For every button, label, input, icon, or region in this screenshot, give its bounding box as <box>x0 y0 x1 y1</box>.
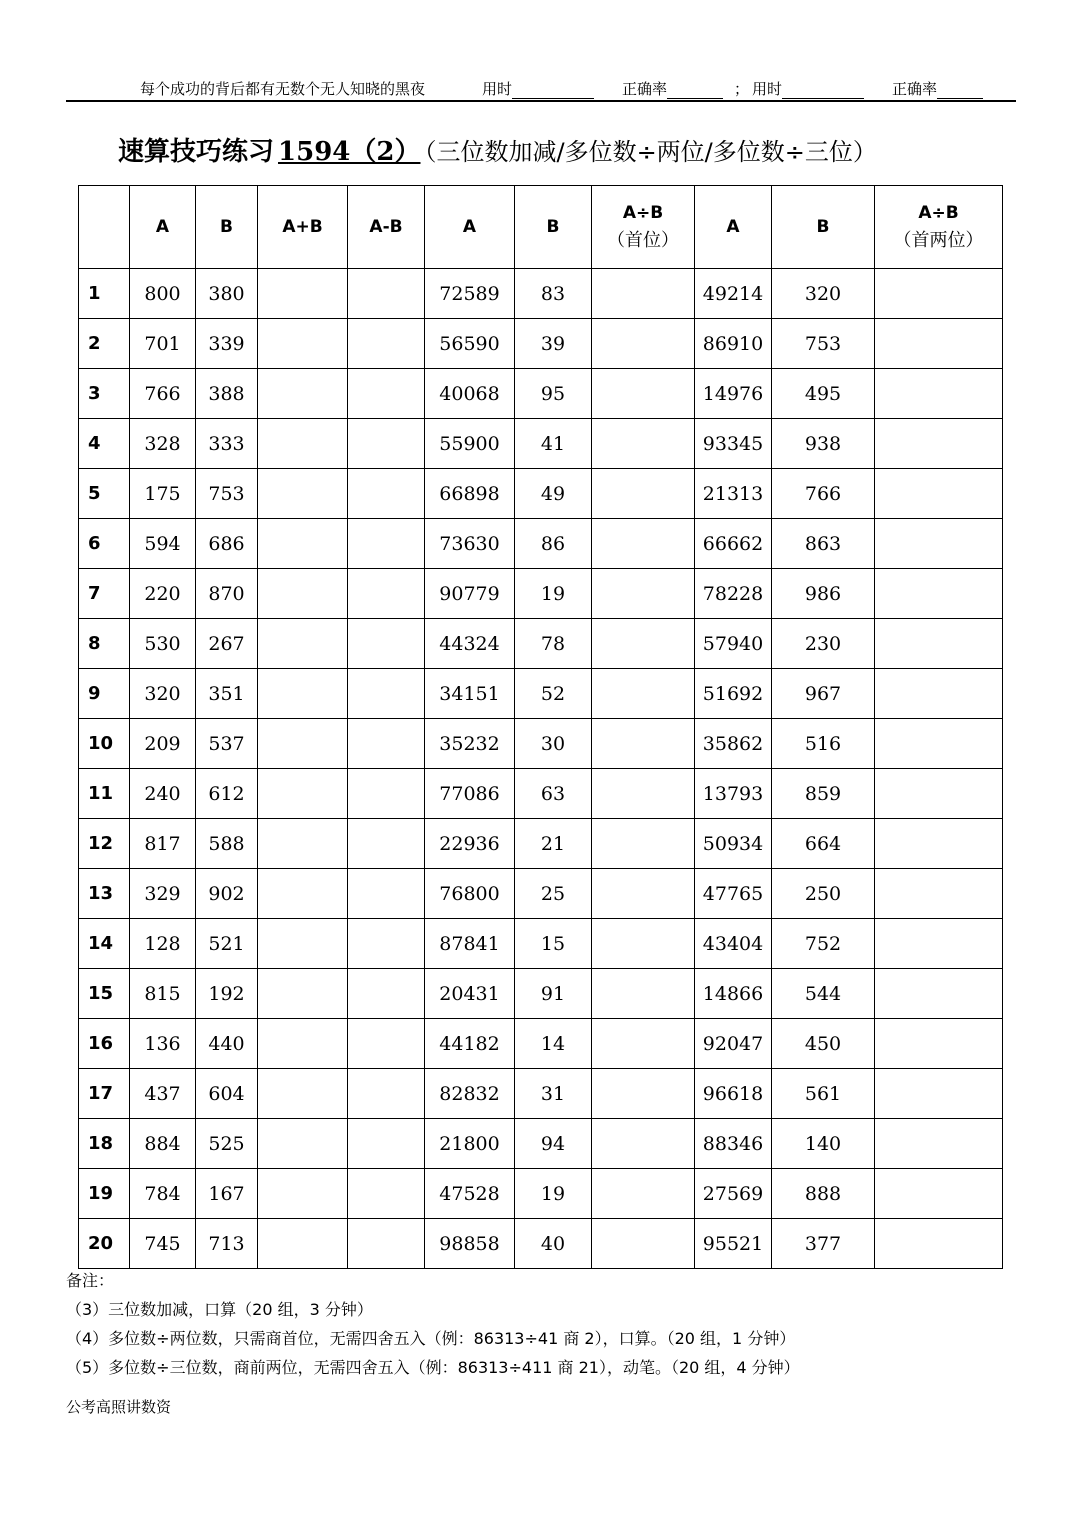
answer-div-first-two[interactable] <box>875 1119 1003 1169</box>
header-b-1: B <box>196 186 258 269</box>
table-row <box>79 569 1003 619</box>
answer-div-first[interactable] <box>592 469 695 519</box>
cell-b-1: 753 <box>196 469 258 519</box>
cell-a-2: 77086 <box>425 769 515 819</box>
cell-b-1: 521 <box>196 919 258 969</box>
answer-div-first-two[interactable] <box>875 319 1003 369</box>
table-header-row <box>79 186 1003 269</box>
cell-a-3: 14866 <box>695 969 772 1019</box>
table-row <box>79 669 1003 719</box>
answer-div-first[interactable] <box>592 669 695 719</box>
row-number: 18 <box>79 1119 130 1169</box>
header-div-first-two: A÷B （首两位） <box>875 186 1003 269</box>
notes-section <box>66 1266 800 1382</box>
answer-diff[interactable] <box>348 669 425 719</box>
cell-b-3: 377 <box>772 1219 875 1269</box>
answer-sum[interactable] <box>258 819 348 869</box>
answer-diff[interactable] <box>348 719 425 769</box>
table-row <box>79 719 1003 769</box>
row-number: 16 <box>79 1019 130 1069</box>
cell-b-1: 380 <box>196 269 258 319</box>
row-number: 13 <box>79 869 130 919</box>
cell-a-1: 815 <box>130 969 196 1019</box>
row-number: 5 <box>79 469 130 519</box>
answer-diff[interactable] <box>348 369 425 419</box>
answer-diff[interactable] <box>348 1219 425 1269</box>
answer-div-first-two[interactable] <box>875 1169 1003 1219</box>
cell-a-2: 34151 <box>425 669 515 719</box>
answer-diff[interactable] <box>348 919 425 969</box>
answer-div-first-two[interactable] <box>875 1069 1003 1119</box>
answer-div-first-two[interactable] <box>875 1219 1003 1269</box>
answer-diff[interactable] <box>348 769 425 819</box>
answer-div-first[interactable] <box>592 269 695 319</box>
answer-diff[interactable] <box>348 519 425 569</box>
row-number: 12 <box>79 819 130 869</box>
cell-a-2: 87841 <box>425 919 515 969</box>
cell-b-3: 766 <box>772 469 875 519</box>
cell-a-3: 50934 <box>695 819 772 869</box>
cell-b-3: 967 <box>772 669 875 719</box>
answer-diff[interactable] <box>348 469 425 519</box>
title-number: 1594（2） <box>278 137 421 167</box>
cell-b-2: 91 <box>515 969 592 1019</box>
answer-diff[interactable] <box>348 419 425 469</box>
cell-a-3: 96618 <box>695 1069 772 1119</box>
answer-div-first[interactable] <box>592 769 695 819</box>
cell-a-3: 93345 <box>695 419 772 469</box>
cell-b-2: 94 <box>515 1119 592 1169</box>
footer-text: 公考高照讲数资 <box>66 1398 172 1416</box>
cell-b-2: 25 <box>515 869 592 919</box>
cell-b-2: 63 <box>515 769 592 819</box>
cell-a-3: 86910 <box>695 319 772 369</box>
answer-div-first-two[interactable] <box>875 269 1003 319</box>
cell-b-2: 83 <box>515 269 592 319</box>
answer-sum[interactable] <box>258 369 348 419</box>
answer-div-first-two[interactable] <box>875 769 1003 819</box>
cell-a-3: 95521 <box>695 1219 772 1269</box>
answer-diff[interactable] <box>348 969 425 1019</box>
cell-a-2: 98858 <box>425 1219 515 1269</box>
answer-div-first[interactable] <box>592 819 695 869</box>
answer-diff[interactable] <box>348 1069 425 1119</box>
header-div-first: A÷B （首位） <box>592 186 695 269</box>
answer-div-first-two[interactable] <box>875 569 1003 619</box>
cell-a-1: 329 <box>130 869 196 919</box>
answer-div-first[interactable] <box>592 619 695 669</box>
cell-a-3: 51692 <box>695 669 772 719</box>
time-blank-1[interactable] <box>512 84 594 99</box>
cell-b-3: 544 <box>772 969 875 1019</box>
header-b-2: B <box>515 186 592 269</box>
row-number: 14 <box>79 919 130 969</box>
answer-div-first-two[interactable] <box>875 519 1003 569</box>
table-row <box>79 969 1003 1019</box>
answer-diff[interactable] <box>348 569 425 619</box>
cell-a-3: 88346 <box>695 1119 772 1169</box>
cell-b-3: 753 <box>772 319 875 369</box>
table-row <box>79 519 1003 569</box>
answer-diff[interactable] <box>348 1169 425 1219</box>
page-header <box>66 72 1016 102</box>
cell-a-1: 128 <box>130 919 196 969</box>
cell-b-2: 14 <box>515 1019 592 1069</box>
answer-div-first-two[interactable] <box>875 919 1003 969</box>
cell-b-3: 664 <box>772 819 875 869</box>
separator: ； <box>734 80 750 98</box>
answer-sum[interactable] <box>258 319 348 369</box>
cell-a-1: 175 <box>130 469 196 519</box>
cell-b-3: 250 <box>772 869 875 919</box>
answer-sum[interactable] <box>258 969 348 1019</box>
row-number: 17 <box>79 1069 130 1119</box>
answer-diff[interactable] <box>348 319 425 369</box>
answer-sum[interactable] <box>258 869 348 919</box>
cell-a-2: 72589 <box>425 269 515 319</box>
cell-a-3: 92047 <box>695 1019 772 1069</box>
cell-b-1: 339 <box>196 319 258 369</box>
cell-a-3: 21313 <box>695 469 772 519</box>
cell-a-3: 49214 <box>695 269 772 319</box>
table-row <box>79 869 1003 919</box>
answer-sum[interactable] <box>258 469 348 519</box>
cell-a-1: 437 <box>130 1069 196 1119</box>
answer-sum[interactable] <box>258 1219 348 1269</box>
cell-b-3: 320 <box>772 269 875 319</box>
cell-b-2: 52 <box>515 669 592 719</box>
cell-b-3: 863 <box>772 519 875 569</box>
answer-div-first[interactable] <box>592 319 695 369</box>
cell-a-2: 73630 <box>425 519 515 569</box>
answer-div-first[interactable] <box>592 519 695 569</box>
cell-a-2: 35232 <box>425 719 515 769</box>
note-item-4: （4）多位数÷两位数，只需商首位，无需四舍五入（例：86313÷41 商 2），口算。（20 组，1 分钟） <box>66 1329 796 1348</box>
cell-a-1: 240 <box>130 769 196 819</box>
cell-a-1: 817 <box>130 819 196 869</box>
row-number: 6 <box>79 519 130 569</box>
cell-b-1: 537 <box>196 719 258 769</box>
row-number: 19 <box>79 1169 130 1219</box>
cell-a-3: 57940 <box>695 619 772 669</box>
cell-b-3: 140 <box>772 1119 875 1169</box>
cell-a-2: 90779 <box>425 569 515 619</box>
table-row <box>79 1219 1003 1269</box>
motto: 每个成功的背后都有无数个无人知晓的黑夜 <box>140 80 426 98</box>
answer-div-first[interactable] <box>592 1219 695 1269</box>
cell-b-1: 588 <box>196 819 258 869</box>
cell-b-1: 686 <box>196 519 258 569</box>
answer-div-first-two[interactable] <box>875 969 1003 1019</box>
cell-b-2: 41 <box>515 419 592 469</box>
header-index <box>79 186 130 269</box>
answer-diff[interactable] <box>348 1019 425 1069</box>
cell-a-1: 320 <box>130 669 196 719</box>
accuracy-field-1: 正确率 <box>622 78 667 99</box>
answer-diff[interactable] <box>348 269 425 319</box>
cell-b-1: 192 <box>196 969 258 1019</box>
cell-a-1: 209 <box>130 719 196 769</box>
cell-b-2: 31 <box>515 1069 592 1119</box>
table-row <box>79 819 1003 869</box>
table-row <box>79 769 1003 819</box>
cell-b-1: 333 <box>196 419 258 469</box>
row-number: 10 <box>79 719 130 769</box>
answer-sum[interactable] <box>258 1019 348 1069</box>
cell-a-2: 56590 <box>425 319 515 369</box>
cell-a-1: 784 <box>130 1169 196 1219</box>
answer-div-first-two[interactable] <box>875 619 1003 669</box>
page-title <box>118 134 1018 170</box>
header-b-3: B <box>772 186 875 269</box>
answer-sum[interactable] <box>258 769 348 819</box>
cell-b-1: 713 <box>196 1219 258 1269</box>
row-number: 20 <box>79 1219 130 1269</box>
cell-a-3: 27569 <box>695 1169 772 1219</box>
table-row <box>79 1069 1003 1119</box>
cell-b-3: 561 <box>772 1069 875 1119</box>
cell-b-1: 870 <box>196 569 258 619</box>
answer-div-first-two[interactable] <box>875 669 1003 719</box>
cell-b-2: 95 <box>515 369 592 419</box>
header-diff: A-B <box>348 186 425 269</box>
answer-div-first-two[interactable] <box>875 369 1003 419</box>
cell-b-2: 39 <box>515 319 592 369</box>
answer-diff[interactable] <box>348 819 425 869</box>
row-number: 7 <box>79 569 130 619</box>
accuracy-field-2: 正确率 <box>892 78 937 99</box>
cell-a-2: 20431 <box>425 969 515 1019</box>
cell-b-2: 21 <box>515 819 592 869</box>
answer-sum[interactable] <box>258 919 348 969</box>
header-a-2: A <box>425 186 515 269</box>
notes-label: 备注： <box>66 1271 115 1290</box>
cell-b-2: 78 <box>515 619 592 669</box>
answer-sum[interactable] <box>258 569 348 619</box>
cell-a-2: 82832 <box>425 1069 515 1119</box>
cell-b-2: 40 <box>515 1219 592 1269</box>
answer-div-first[interactable] <box>592 969 695 1019</box>
answer-sum[interactable] <box>258 419 348 469</box>
table-row <box>79 1119 1003 1169</box>
cell-a-1: 328 <box>130 419 196 469</box>
table-row <box>79 419 1003 469</box>
cell-a-1: 766 <box>130 369 196 419</box>
header-a-1: A <box>130 186 196 269</box>
cell-a-3: 14976 <box>695 369 772 419</box>
answer-div-first[interactable] <box>592 719 695 769</box>
answer-div-first[interactable] <box>592 1169 695 1219</box>
cell-a-1: 884 <box>130 1119 196 1169</box>
row-number: 8 <box>79 619 130 669</box>
answer-sum[interactable] <box>258 519 348 569</box>
cell-a-2: 44182 <box>425 1019 515 1069</box>
row-number: 3 <box>79 369 130 419</box>
row-number: 15 <box>79 969 130 1019</box>
cell-b-2: 86 <box>515 519 592 569</box>
answer-div-first-two[interactable] <box>875 419 1003 469</box>
row-number: 1 <box>79 269 130 319</box>
cell-a-1: 701 <box>130 319 196 369</box>
answer-div-first[interactable] <box>592 1069 695 1119</box>
answer-sum[interactable] <box>258 269 348 319</box>
answer-div-first[interactable] <box>592 869 695 919</box>
answer-div-first[interactable] <box>592 1119 695 1169</box>
answer-diff[interactable] <box>348 619 425 669</box>
row-number: 11 <box>79 769 130 819</box>
cell-a-2: 76800 <box>425 869 515 919</box>
answer-diff[interactable] <box>348 869 425 919</box>
answer-sum[interactable] <box>258 619 348 669</box>
cell-a-1: 745 <box>130 1219 196 1269</box>
time-field-1: 用时 <box>482 78 512 99</box>
cell-b-3: 859 <box>772 769 875 819</box>
cell-b-3: 986 <box>772 569 875 619</box>
table-row <box>79 919 1003 969</box>
cell-a-2: 55900 <box>425 419 515 469</box>
cell-a-2: 66898 <box>425 469 515 519</box>
cell-b-3: 495 <box>772 369 875 419</box>
cell-b-1: 440 <box>196 1019 258 1069</box>
table-row <box>79 1019 1003 1069</box>
cell-b-3: 752 <box>772 919 875 969</box>
answer-div-first[interactable] <box>592 419 695 469</box>
row-number: 2 <box>79 319 130 369</box>
cell-a-1: 136 <box>130 1019 196 1069</box>
note-item-5: （5）多位数÷三位数，商前两位，无需四舍五入（例：86313÷411 商 21），动笔。（20 组，4 分钟） <box>66 1358 800 1377</box>
cell-b-2: 19 <box>515 569 592 619</box>
table-row <box>79 369 1003 419</box>
cell-b-2: 30 <box>515 719 592 769</box>
answer-sum[interactable] <box>258 1169 348 1219</box>
answer-div-first-two[interactable] <box>875 869 1003 919</box>
answer-div-first[interactable] <box>592 569 695 619</box>
answer-div-first-two[interactable] <box>875 719 1003 769</box>
cell-a-3: 13793 <box>695 769 772 819</box>
cell-b-1: 167 <box>196 1169 258 1219</box>
title-subtitle: （三位数加减/多位数÷两位/多位数÷三位） <box>424 138 877 166</box>
answer-div-first-two[interactable] <box>875 1019 1003 1069</box>
cell-b-1: 267 <box>196 619 258 669</box>
answer-div-first[interactable] <box>592 919 695 969</box>
row-number: 4 <box>79 419 130 469</box>
row-number: 9 <box>79 669 130 719</box>
answer-sum[interactable] <box>258 1069 348 1119</box>
time-field-2: 用时 <box>752 78 782 99</box>
answer-div-first-two[interactable] <box>875 469 1003 519</box>
cell-b-1: 525 <box>196 1119 258 1169</box>
cell-b-1: 351 <box>196 669 258 719</box>
cell-a-2: 22936 <box>425 819 515 869</box>
cell-a-3: 47765 <box>695 869 772 919</box>
answer-div-first[interactable] <box>592 1019 695 1069</box>
cell-a-3: 78228 <box>695 569 772 619</box>
cell-b-2: 15 <box>515 919 592 969</box>
cell-a-3: 35862 <box>695 719 772 769</box>
cell-b-1: 604 <box>196 1069 258 1119</box>
answer-sum[interactable] <box>258 1119 348 1169</box>
answer-div-first-two[interactable] <box>875 819 1003 869</box>
cell-b-3: 450 <box>772 1019 875 1069</box>
answer-sum[interactable] <box>258 719 348 769</box>
cell-b-3: 888 <box>772 1169 875 1219</box>
header-sum: A+B <box>258 186 348 269</box>
cell-a-2: 21800 <box>425 1119 515 1169</box>
cell-b-3: 516 <box>772 719 875 769</box>
answer-sum[interactable] <box>258 669 348 719</box>
table-row <box>79 269 1003 319</box>
cell-a-1: 530 <box>130 619 196 669</box>
cell-b-1: 612 <box>196 769 258 819</box>
cell-a-3: 66662 <box>695 519 772 569</box>
cell-b-1: 902 <box>196 869 258 919</box>
practice-table <box>78 185 1003 1269</box>
table-row <box>79 469 1003 519</box>
cell-a-1: 594 <box>130 519 196 569</box>
answer-diff[interactable] <box>348 1119 425 1169</box>
table-row <box>79 619 1003 669</box>
table-row <box>79 1169 1003 1219</box>
title-main: 速算技巧练习 <box>118 137 275 167</box>
cell-b-2: 49 <box>515 469 592 519</box>
cell-a-1: 800 <box>130 269 196 319</box>
note-item-3: （3）三位数加减，口算（20 组，3 分钟） <box>66 1300 373 1319</box>
cell-b-3: 938 <box>772 419 875 469</box>
cell-b-1: 388 <box>196 369 258 419</box>
cell-a-2: 47528 <box>425 1169 515 1219</box>
table-row <box>79 319 1003 369</box>
cell-b-2: 19 <box>515 1169 592 1219</box>
header-a-3: A <box>695 186 772 269</box>
cell-a-2: 44324 <box>425 619 515 669</box>
time-blank-2[interactable] <box>782 84 864 99</box>
answer-div-first[interactable] <box>592 369 695 419</box>
cell-a-2: 40068 <box>425 369 515 419</box>
accuracy-blank-1[interactable] <box>667 84 723 99</box>
cell-b-3: 230 <box>772 619 875 669</box>
cell-a-1: 220 <box>130 569 196 619</box>
accuracy-blank-2[interactable] <box>937 84 983 99</box>
cell-a-3: 43404 <box>695 919 772 969</box>
